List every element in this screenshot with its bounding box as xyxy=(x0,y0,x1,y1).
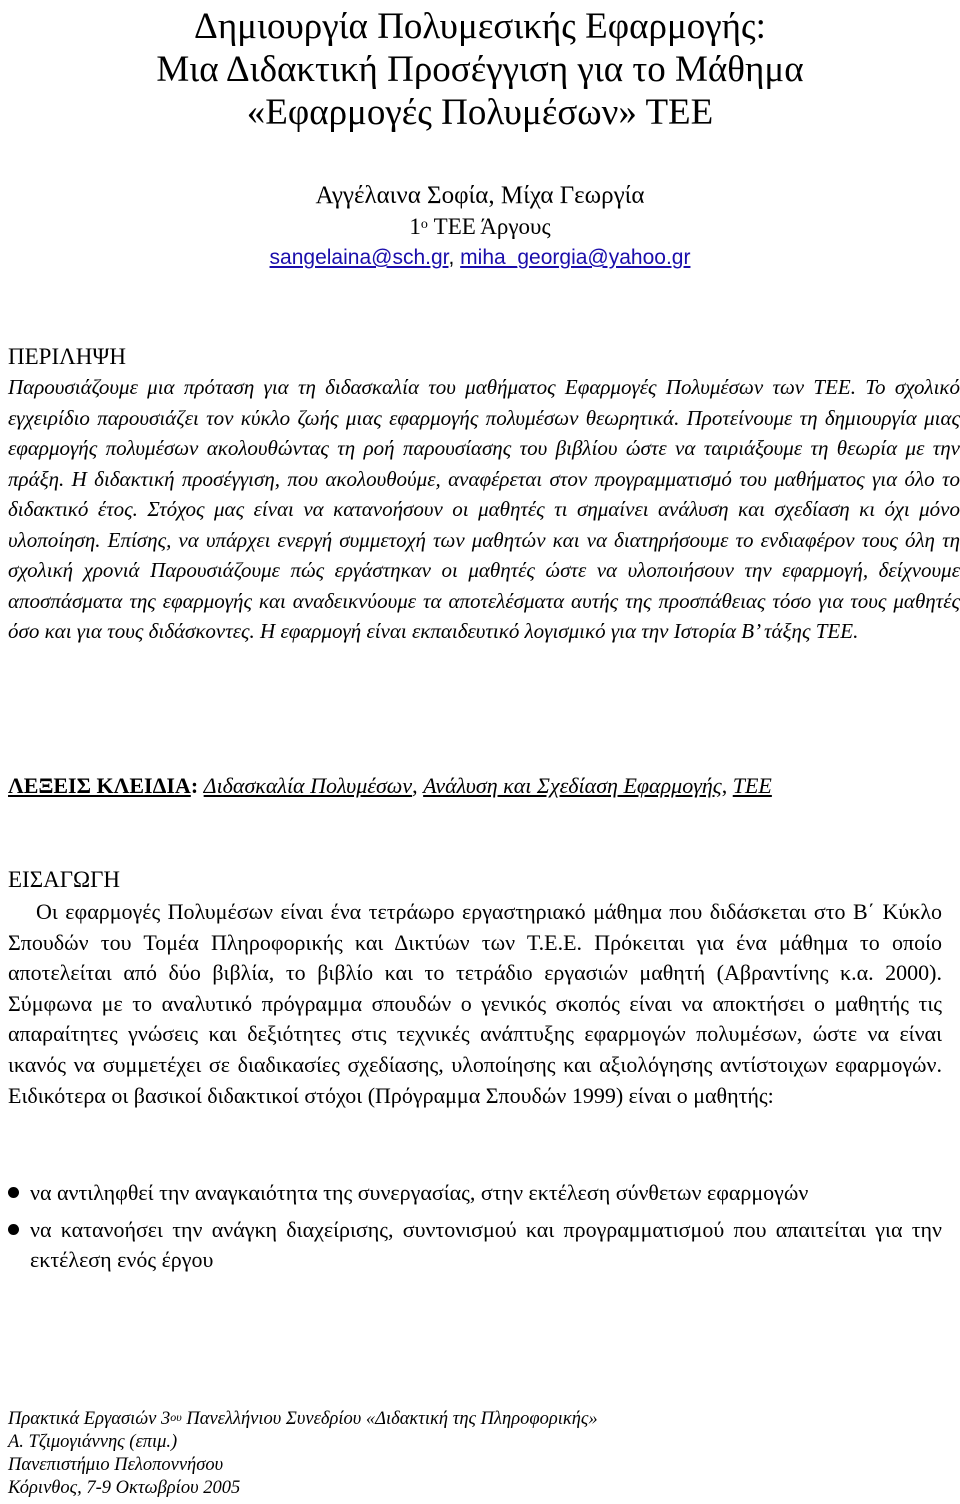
keyword-separator-1: , xyxy=(412,773,424,798)
keywords-label: ΛΕΞΕΙΣ ΚΛΕΙΔΙΑ xyxy=(8,773,191,798)
list-item xyxy=(8,1215,942,1276)
abstract-heading: ΠΕΡΙΛΗΨΗ xyxy=(8,344,126,369)
introduction-text: Οι εφαρμογές Πολυμέσων είναι ένα τετράωρο εργαστηριακό μάθημα που διδάσκεται στο Β΄ Κύκλο Σπουδών του Τομέα Πληροφορικής και Δικτύων των Τ.Ε.Ε. Πρόκειται για ένα μάθημα το οποίο αποτελείται από δύο βιβλία, το βιβλίο και το τετράδιο εργασιών μαθητή (Αβραντίνης κ.α. 2000). Σύμφωνα με το αναλυτικό πρόγραμμα σπουδών ο γενικός σκοπός είναι να αποκτήσει ο μαθητής τις απαραίτητες γνώσεις και δεξιότητες στις τεχνικές ανάπτυξης εφαρμογών πολυμέσων, ώστε να είναι ικανός να συμμετέχει σε διαδικασίες σχεδίασης, υλοποίησης και αξιολόγησης αντίστοιχων εφαρμογών. Ειδικότερα οι βασικοί διδακτικοί στόχοι (Πρόγραμμα Σπουδών 1999) είναι ο μαθητής: xyxy=(8,899,942,1108)
keyword-separator-2: , xyxy=(721,773,733,798)
keywords-line xyxy=(8,771,960,801)
affiliation xyxy=(0,213,960,241)
list-item-text: να αντιληφθεί την αναγκαιότητα της συνεργασίας, στην εκτέλεση σύνθετων εφαρμογών xyxy=(30,1180,809,1205)
list-item xyxy=(8,1178,942,1209)
bullet-icon xyxy=(8,1187,19,1198)
affiliation-ordinal: ο xyxy=(420,217,428,232)
keyword-3: ΤΕΕ xyxy=(732,773,772,798)
proceedings-footer xyxy=(8,1408,948,1500)
goals-list xyxy=(8,1178,942,1282)
affiliation-name: ΤΕΕ Άργους xyxy=(433,214,551,239)
bullet-icon xyxy=(8,1224,19,1235)
footer-line-2: Α. Τζιμογιάννης (επιμ.) xyxy=(8,1432,178,1452)
abstract-text: Παρουσιάζουμε μια πρόταση για τη διδασκαλία του μαθήματος Εφαρμογές Πολυμέσων των ΤΕΕ. Το σχολικό εγχειρίδιο παρουσιάζει τον κύκλο ζωής μιας εφαρμογής πολυμέσων θεωρητικά. Προτείνουμε τη δημιουργία μιας εφαρμογής πολυμέσων ακολουθώντας τη ροή παρουσίασης του βιβλίου ώστε να ταιριάξουμε τη θεωρία με την πράξη. Η διδακτική προσέγγιση, που ακολουθούμε, αναφέρεται στον προγραμματισμό του μαθήματος για όλο το διδακτικό έτος. Στόχος μας είναι να κατανοήσουν οι μαθητές τι σημαίνει ανάλυση και σχεδίαση κι όχι μόνο υλοποίηση. Επίσης, να υπάρχει ενεργή συμμετοχή των μαθητών και να διατηρήσουμε το ενδιαφέρον τους όλη τη σχολική χρονιά Παρουσιάζουμε πώς εργάστηκαν οι μαθητές ώστε να υλοποιήσουν την εφαρμογή, δείχνουμε αποσπάσματα της εφαρμογής και αναδεικνύουμε τα αποτελέσματα αυτής της προσπάθειας τόσο για τους μαθητές όσο και για τους διδάσκοντες. Η εφαρμογή είναι εκπαιδευτικό λογισμικό για την Ιστορία Β’ τάξης ΤΕΕ. xyxy=(8,375,960,643)
keyword-2: Ανάλυση και Σχεδίαση Εφαρμογής xyxy=(423,773,722,798)
footer-line-1-pre: Πρακτικά Εργασιών 3 xyxy=(8,1409,171,1429)
footer-line-1-post: Πανελλήνιου Συνεδρίου «Διδακτική της Πληροφορικής» xyxy=(181,1409,598,1429)
paper-title-line-2: Μια Διδακτική Προσέγγιση για το Μάθημα xyxy=(156,49,804,90)
email-link-1[interactable]: sangelaina@sch.gr xyxy=(269,246,449,269)
footer-ordinal: ου xyxy=(170,1410,182,1424)
affiliation-number: 1 xyxy=(409,214,421,239)
keyword-1: Διδασκαλία Πολυμέσων xyxy=(203,773,413,798)
paper-title-line-3: «Εφαρμογές Πολυμέσων» ΤΕΕ xyxy=(246,92,714,133)
email-separator: , xyxy=(448,246,461,269)
footer-line-1 xyxy=(8,1408,948,1431)
author-emails xyxy=(0,245,960,271)
email-link-2[interactable]: miha_georgia@yahoo.gr xyxy=(460,246,691,269)
footer-line-3: Πανεπιστήμιο Πελοποννήσου xyxy=(8,1455,224,1475)
footer-line-4: Κόρινθος, 7-9 Οκτωβρίου 2005 xyxy=(8,1478,241,1498)
introduction-heading: ΕΙΣΑΓΩΓΗ xyxy=(8,867,121,892)
list-item-text: να κατανοήσει την ανάγκη διαχείρισης, συντονισμού και προγραμματισμού που απαιτείται για την εκτέλεση ενός έργου xyxy=(30,1216,942,1273)
paper-title-line-1: Δημιουργία Πολυμεσικής Εφαρμογής: xyxy=(194,6,766,47)
keywords-colon: : xyxy=(190,773,199,798)
authors: Αγγέλαινα Σοφία, Μίχα Γεωργία xyxy=(315,182,645,209)
